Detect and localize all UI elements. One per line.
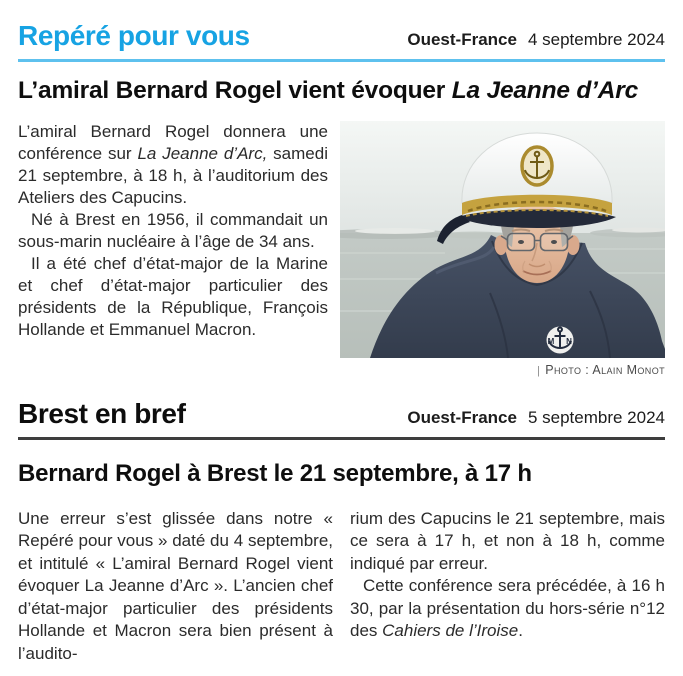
article1-text-column [18, 121, 328, 377]
photo-caption-text: Photo : Alain Monot [545, 363, 665, 378]
blue-divider-rule [18, 59, 665, 62]
source-name-1: Ouest-France [407, 30, 517, 49]
article2-column-right [350, 508, 665, 666]
source-date-line-1 [407, 30, 665, 50]
article1-paragraph-1: L’amiral Bernard Rogel donnera une conférence sur La Jeanne d’Arc, samedi 21 septembre, à 18 h, à l’auditorium des Ateliers des Capucins. [18, 122, 328, 208]
article1-headline: L’amiral Bernard Rogel vient évoquer La Jeanne d’Arc [18, 76, 638, 104]
dark-divider-rule [18, 437, 665, 440]
source-name-2: Ouest-France [407, 408, 517, 428]
article2-paragraph-1-continued: rium des Capucins le 21 septembre, mais ce sera à 17 h, et non à 18 h, comme indiqué par erreur. [350, 508, 665, 573]
source-date-1: 4 septembre 2024 [527, 30, 665, 49]
svg-text:N: N [566, 337, 572, 347]
article2-body [18, 508, 665, 666]
article2-paragraph-2: Cette conférence sera précédée, à 16 h 30, par la présentation du hors-série n°12 des Cahiers de l’Iroise. [350, 576, 665, 641]
section-header-repere [18, 0, 665, 52]
article2-paragraph-1: Une erreur s’est glissée dans notre « Repéré pour vous » daté du 4 septembre, et intitulé « L’amiral Bernard Rogel vient évoquer La Jeanne d’Arc ». L’ancien chef d’état-major particulier des présidents Hollande et Macron sera bien présent à l’audito- [18, 508, 333, 663]
photo-marine-logo [547, 327, 574, 354]
photo-caption-bar: | [537, 365, 541, 378]
section-title-brest: Brest en bref [18, 398, 186, 430]
section-header-brest [18, 399, 665, 430]
article1-paragraph-3: Il a été chef d’état-major de la Marine et chef d’état-major particulier des présidents de la République, François Hollande et Emmanuel Macron. [18, 254, 328, 340]
source-date-2: 5 septembre 2024 [527, 408, 665, 428]
article1-paragraph-2: Né à Brest en 1956, il commandait un sous-marin nucléaire à l’âge de 34 ans. [18, 210, 328, 252]
article1-headline-italic: La Jeanne d’Arc [451, 76, 638, 104]
article1-photo-block [340, 121, 665, 377]
article2-headline: Bernard Rogel à Brest le 21 septembre, à 17 h [18, 460, 532, 488]
svg-text:M: M [547, 337, 555, 347]
article1-body [18, 121, 665, 377]
portrait-photo [340, 121, 665, 358]
article2-column-left [18, 508, 333, 666]
source-date-line-2 [407, 408, 665, 428]
photo-caption [340, 363, 665, 377]
section-title-repere: Repéré pour vous [18, 20, 250, 51]
